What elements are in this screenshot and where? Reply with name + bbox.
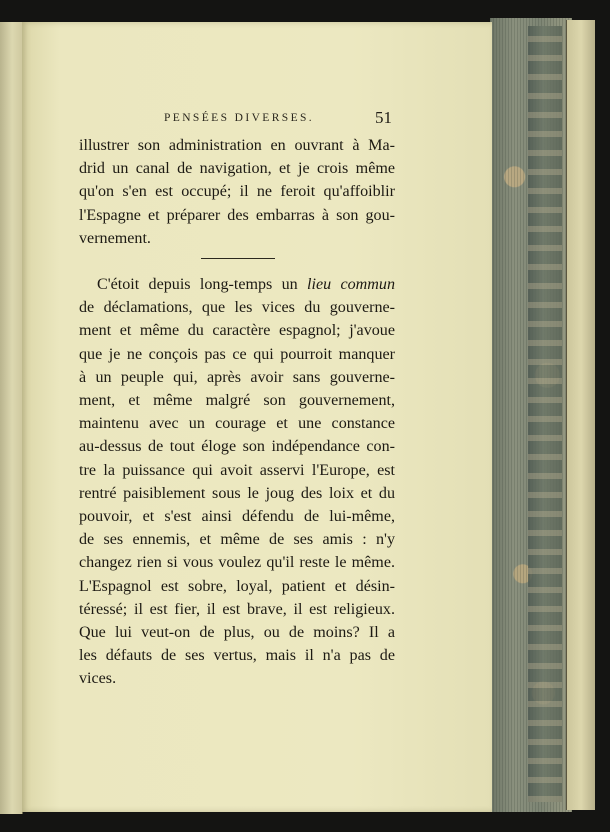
body-text [79, 134, 395, 691]
text-line: drid un canal de navigation, et je crois même [79, 160, 395, 178]
text-line: qu'on s'en est occupé; il ne feroit qu'affoiblir [79, 183, 395, 201]
text-line: pouvoir, et s'est ainsi défendu de lui-même, [79, 508, 395, 526]
running-head [22, 110, 492, 130]
text-line: illustrer son administration en ouvrant à Ma- [79, 137, 395, 154]
italic-phrase: lieu commun [307, 276, 395, 294]
text-line: les défauts de ses vertus, mais il n'a pas de [79, 647, 395, 665]
running-head-title: PENSÉES DIVERSES. [164, 112, 315, 124]
text-line: Que lui veut-on de plus, ou de moins? Il a [79, 624, 395, 642]
text-line: ment et même du caractère espagnol; j'avoue [79, 322, 395, 340]
text-line: vices. [79, 670, 117, 688]
text-line: tre la puissance qui avoit asservi l'Europe, est [79, 461, 395, 479]
text-line: L'Espagnol est sobre, loyal, patient et désin- [79, 577, 395, 595]
text-line: changez rien si vous voulez qu'il reste le même. [79, 554, 395, 572]
text-segment: C'étoit depuis long-temps un [97, 276, 298, 294]
book-page [22, 22, 492, 812]
text-line: de déclamations, que les vices du gouverne- [79, 299, 395, 317]
page-number: 51 [375, 108, 392, 127]
text-line [79, 273, 395, 296]
previous-page-edge [0, 22, 23, 814]
text-line: l'Espagne et préparer des embarras à son gou- [79, 206, 395, 224]
book-cover-board [566, 20, 595, 810]
section-divider [201, 258, 275, 259]
text-line: que je ne conçois pas ce qui pourroit manquer [79, 345, 395, 363]
text-line: maintenu avec un courage et une constance [79, 415, 395, 433]
text-line: vernement. [79, 229, 151, 247]
text-line: à un peuple qui, après avoir sans gouverne- [79, 368, 395, 386]
text-line: ment, et même malgré son gouvernement, [79, 392, 395, 410]
marbled-fore-edge-inner [528, 26, 562, 802]
text-line: de ses ennemis, et même de ses amis : n'y [79, 531, 395, 549]
text-line: téressé; il est fier, il est brave, il est religieux. [79, 600, 395, 618]
text-line: au-dessus de tout éloge son indépendance con- [79, 438, 395, 456]
text-line: rentré paisiblement sous le joug des loix et du [79, 484, 395, 502]
